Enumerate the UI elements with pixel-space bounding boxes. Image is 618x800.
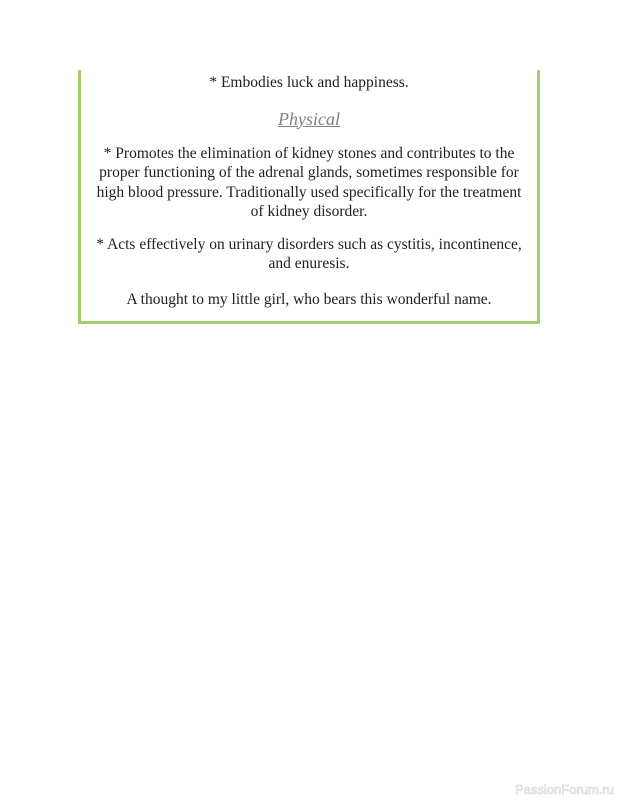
green-quote-box: [78, 70, 540, 324]
section-heading-physical: Physical: [278, 108, 340, 129]
watermark-passionforum: PassionForum.ru: [515, 782, 614, 797]
paragraph-kidney-stones: * Promotes the elimination of kidney stones and contributes to the proper functioning of the adrenal glands, sometimes responsible for high blood pressure. Traditionally used specifically for the treatment of kidney disorder.: [96, 144, 522, 220]
intro-line: * Embodies luck and happiness.: [209, 74, 409, 91]
paragraph-dedication: A thought to my little girl, who bears this wonderful name.: [126, 290, 492, 308]
paragraph-urinary-disorders: * Acts effectively on urinary disorders such as cystitis, incontinence, and enuresis.: [96, 235, 522, 272]
